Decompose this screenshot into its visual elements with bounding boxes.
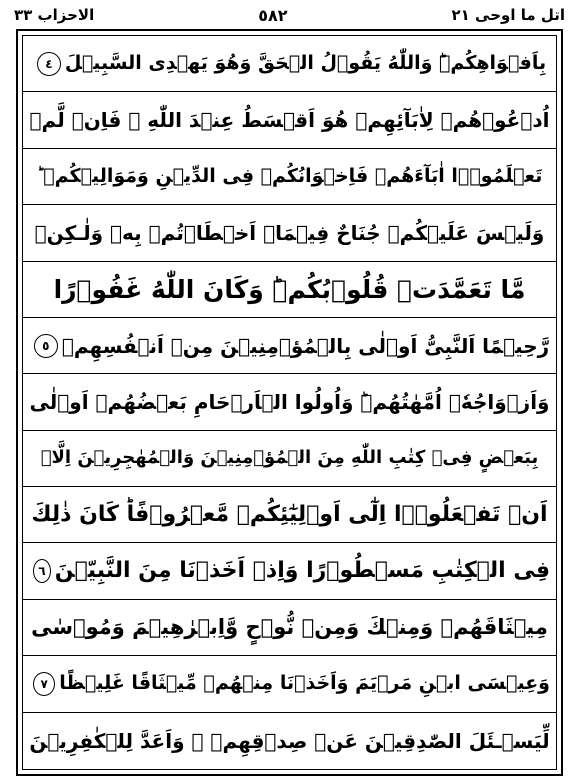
- ayah-number-marker: ٤: [37, 52, 61, 76]
- verse-text: بِاَفۡوَاهِكُمۡ‌ؕ وَاللّٰهُ يَقُوۡلُ الۡحَقَّ وَهُوَ يَهۡدِى السَّبِيۡلَ: [64, 52, 547, 75]
- surah-title: الاحزاب ٣٣: [14, 6, 95, 24]
- verse-text: مَّا تَعَمَّدَتۡ قُلُوۡبُكُمۡ‌ؕ وَكَانَ اللّٰهُ غَفُوۡرًا: [53, 274, 526, 304]
- verse-text: تَعۡلَمُوۡۤا اٰبَآءَهُمۡ فَاِخۡوَانُكُمۡ فِى الدِّيۡنِ وَمَوَالِيۡكُمۡ‌ ؕ: [36, 164, 543, 187]
- verse-line: [23, 149, 556, 205]
- verse-text: مِيۡثَاقَهُمۡ وَمِنۡكَ وَمِنۡ نُّوۡحٍ وَّاِبۡرٰهِيۡمَ وَمُوۡسٰى: [31, 615, 548, 640]
- verse-text: فِى الۡكِتٰبِ مَسۡطُوۡرًا وَاِذۡ اَخَذۡنَا مِنَ النَّبِيّٖنَ: [54, 558, 550, 584]
- verse-text: بِبَعۡضٍ فِىۡ كِتٰبِ اللّٰهِ مِنَ الۡمُؤۡمِنِيۡنَ وَالۡمُهٰجِرِيۡنَ اِلَّاۤ: [40, 447, 539, 469]
- ayah-number-marker: ٧: [33, 672, 55, 696]
- verse-line: [23, 487, 556, 543]
- verse-line: [23, 656, 556, 712]
- verse-text: لِّيَسۡـئَلَ الصّٰدِقِيۡنَ عَنۡ صِدۡقِهِمۡ‌ ۚ وَاَعَدَّ لِلۡكٰفِرِيۡنَ: [29, 728, 550, 753]
- verse-line: [23, 318, 556, 374]
- juz-title: اتل ما اوحی ٢١: [451, 6, 565, 24]
- ayah-number-marker: ٦: [33, 559, 51, 583]
- verse-text: رَّحِيۡمًا اَلنَّبِىُّ اَوۡلٰى بِالۡمُؤۡمِنِيۡنَ مِنۡ اَنۡفُسِهِمۡ: [61, 333, 550, 358]
- verse-line: [23, 543, 556, 599]
- lines-container: [22, 35, 557, 770]
- verse-line: [23, 374, 556, 430]
- verse-text: وَعِيۡسَى ابۡنِ مَرۡيَمَ‌ وَاَخَذۡنَا مِنۡهُمۡ مِّيۡثَاقًا غَلِيۡظًا: [59, 672, 550, 695]
- verse-line: [23, 262, 556, 318]
- page-number: ٥٨٢: [258, 5, 288, 25]
- page-header: [14, 3, 565, 27]
- verse-line: [23, 92, 556, 148]
- verse-text: وَاَزۡوَاجُهٗۤ اُمَّهٰتُهُمۡ‌ؕ وَاُولُوا الۡاَرۡحَامِ بَعۡضُهُمۡ اَوۡلٰى: [29, 389, 550, 414]
- verse-line: [23, 36, 556, 92]
- verse-line: [23, 600, 556, 656]
- ayah-number-marker: ٥: [34, 334, 58, 358]
- text-frame: [16, 29, 563, 776]
- verse-text: وَلَيۡسَ عَلَيۡكُمۡ جُنَاحٌ فِيۡمَاۤ اَخۡطَاۡتُمۡ بِهٖ وَلٰـكِنۡ: [34, 220, 545, 245]
- verse-line: [23, 431, 556, 487]
- verse-line: [23, 205, 556, 261]
- verse-line: [23, 713, 556, 769]
- verse-text: اَنۡ تَفۡعَلُوۡۤا اِلٰٓى اَوۡلِيٰٓئِكُمۡ مَّعۡرُوۡفًا‌ؕ كَانَ ذٰلِكَ: [31, 501, 548, 527]
- verse-text: اُدۡعُوۡهُمۡ لِاٰبَآئِهِمۡ هُوَ اَقۡسَطُ عِنۡدَ اللّٰهِ‌ ۚ فَاِنۡ لَّمۡ: [29, 108, 550, 133]
